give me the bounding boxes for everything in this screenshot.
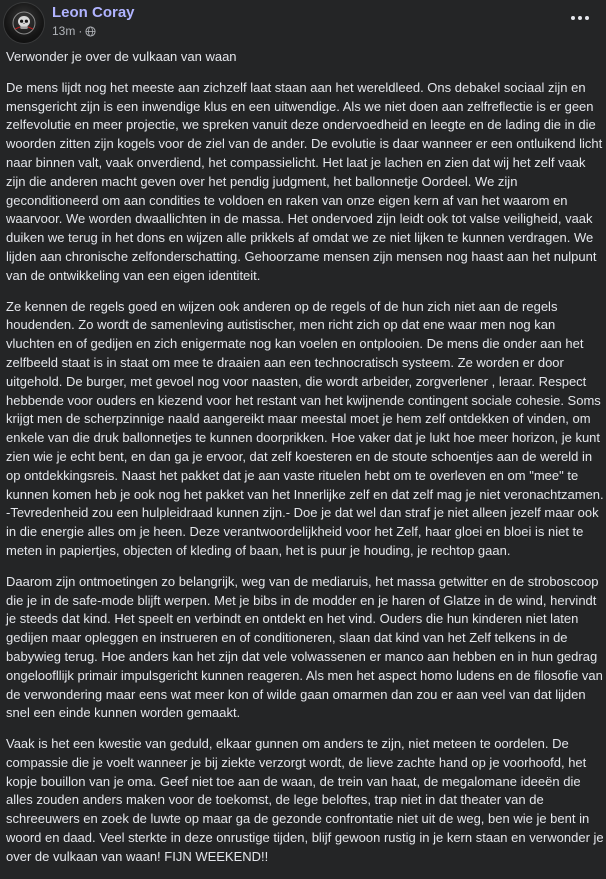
author-name[interactable]: Leon Coray [52, 4, 135, 21]
post-paragraph: Vaak is het een kwestie van geduld, elkaar gunnen om anders te zijn, niet meteen te oordelen. De compassie die je voelt wanneer je bij ziekte verzorgt wordt, de lieve zachte hand op je voorhoofd, het kopje bouillon van je oma. Geef niet toe aan de waan, de trein van haat, de megalomane ideeën die alles zouden anders maken voor de toekomst, de lege beloftes, trap niet in dat theater van de schreeuwers en zoek de luwte op maar ga de gezonde confrontatie niet uit de weg, ben wie je bent in woord en daad. Veel sterkte in deze onrustige tijden, blijf gewoon rustig in je kern staan en verwonder je over de vulkaan van waan! FIJN WEEKEND!! [6, 736, 604, 864]
post-paragraph: De mens lijdt nog het meeste aan zichzelf laat staan aan het wereldleed. Ons debakel sociaal zijn en mensgericht zijn is een inwendige klus en een uitwendige. Als we niet doen aan zelfreflectie is er geen zelfevolutie en meer projectie, we spreken vanuit deze ondervoedheid en leegte en de lading die in die woorden zitten zijn kogels voor de ziel van de ander. De evolutie is daar wanneer er een ontluikend licht naar binnen valt, vaak onverdiend, het compassielicht. Het laat je lachen en zien dat wij het zelf vaak zijn die anderen macht geven over het pendig judgment, het ballonnetje Oordeel. We zijn geconditioneerd om aan condities te voldoen en raken van onze eigen kern af van het waarom en waarvoor. We worden dwaallichten in de massa. Het ondervoed zijn leidt ook tot valse veiligheid, vaak duiken we terug in het dons en wijzen alle prikkels af omdat we ze niet lijken te kunnen verdragen. We lijden aan chronische zelfonderschatting. Gehoorzame mensen zijn mensen nog haast aan het nulpunt van de ontwikkeling van een eigen identiteit. [6, 79, 603, 283]
more-options-dot [578, 16, 582, 20]
globe-icon [85, 26, 96, 37]
post-paragraph: Daarom zijn ontmoetingen zo belangrijk, weg van de mediaruis, het massa getwitter en de stroboscoop die je in de safe-mode blijft werpen. Met je bibs in de modder en je haren of Glatze in de wind, hervindt je steeds dat kind. Het speelt en verbindt en ontdekt en het vind. Ouders die hun kinderen niet laten gedijen maar opleggen en instrueren en of conditioneren, slaan dat kind van het Zelf telkens in de babywieg terug. Hoe anders kan het zijn dat vele volwassenen er manco aan hebben en in hun gedrag ongeloofllijk primair impulsgericht kunnen reageren. Als men het aspect homo ludens en de filosofie van de verwondering maar eens wat meer kon of wilde gaan omarmen dan zou er aan veel van dat lijden snel een einde kunnen worden gemaakt. [6, 573, 603, 721]
more-options-button[interactable] [564, 6, 596, 30]
post-body [6, 48, 604, 879]
post-header [0, 0, 606, 42]
meta-separator: · [78, 24, 83, 38]
post-title: Verwonder je over de vulkaan van waan [6, 49, 237, 64]
post-timestamp[interactable]: 13m [52, 24, 76, 38]
post-paragraph: Ze kennen de regels goed en wijzen ook anderen op de regels of de hun zich niet aan de regels houdenden. Zo wordt de samenleving autistischer, men richt zich op dat ene waar men nog kan vluchten en of gedijen en zich enigermate nog kan voelen en ontplooien. De mens die onder aan het zelfbeeld staat is in staat om mee te draaien aan een technocratisch systeem. Ze worden er door uitgehold. De burger, met gevoel nog voor naasten, die wordt arbeider, zorgverlener , leraar. Respect hebbende voor ouders en kiezend voor het restant van het kwijnende contingent sociale cohesie. Soms krijgt men de scherpzinnige naald aangereikt maar meestal moet je hem zelf ontdekken of vinden, om enkele van die druk ballonnetjes te kunnen doorprikken. Hoe vaker dat je lukt hoe meer horizon, je kunt zien wie je echt bent, en dan ga je ervoor, dat zelf koesteren en de stoute schoentjes aan de wereld in op ontdekkingsreis. Naast het pakket dat je aan vaste rituelen hebt om te overleven en om "mee" te kunnen komen heb je ook nog het pakket van het Innerlijke zelf en dat zelf mag je niet veronachtzamen. -Tevredenheid zou een hulpleidraad kunnen zijn.- Doe je dat wel dan straf je niet alleen jezelf maar ook in die energie alles om je heen. Deze verantwoordelijkheid voor het Zelf, haar gloei en bloei is niet te meten in papiertjes, objecten of kleding of baan, het is puur je houding, je rechtop gaan. [6, 298, 604, 558]
skull-emblem-icon [12, 11, 36, 35]
author-avatar[interactable] [4, 3, 44, 43]
post-meta [52, 24, 96, 38]
more-options-icon [571, 16, 575, 20]
more-options-dot [585, 16, 589, 20]
